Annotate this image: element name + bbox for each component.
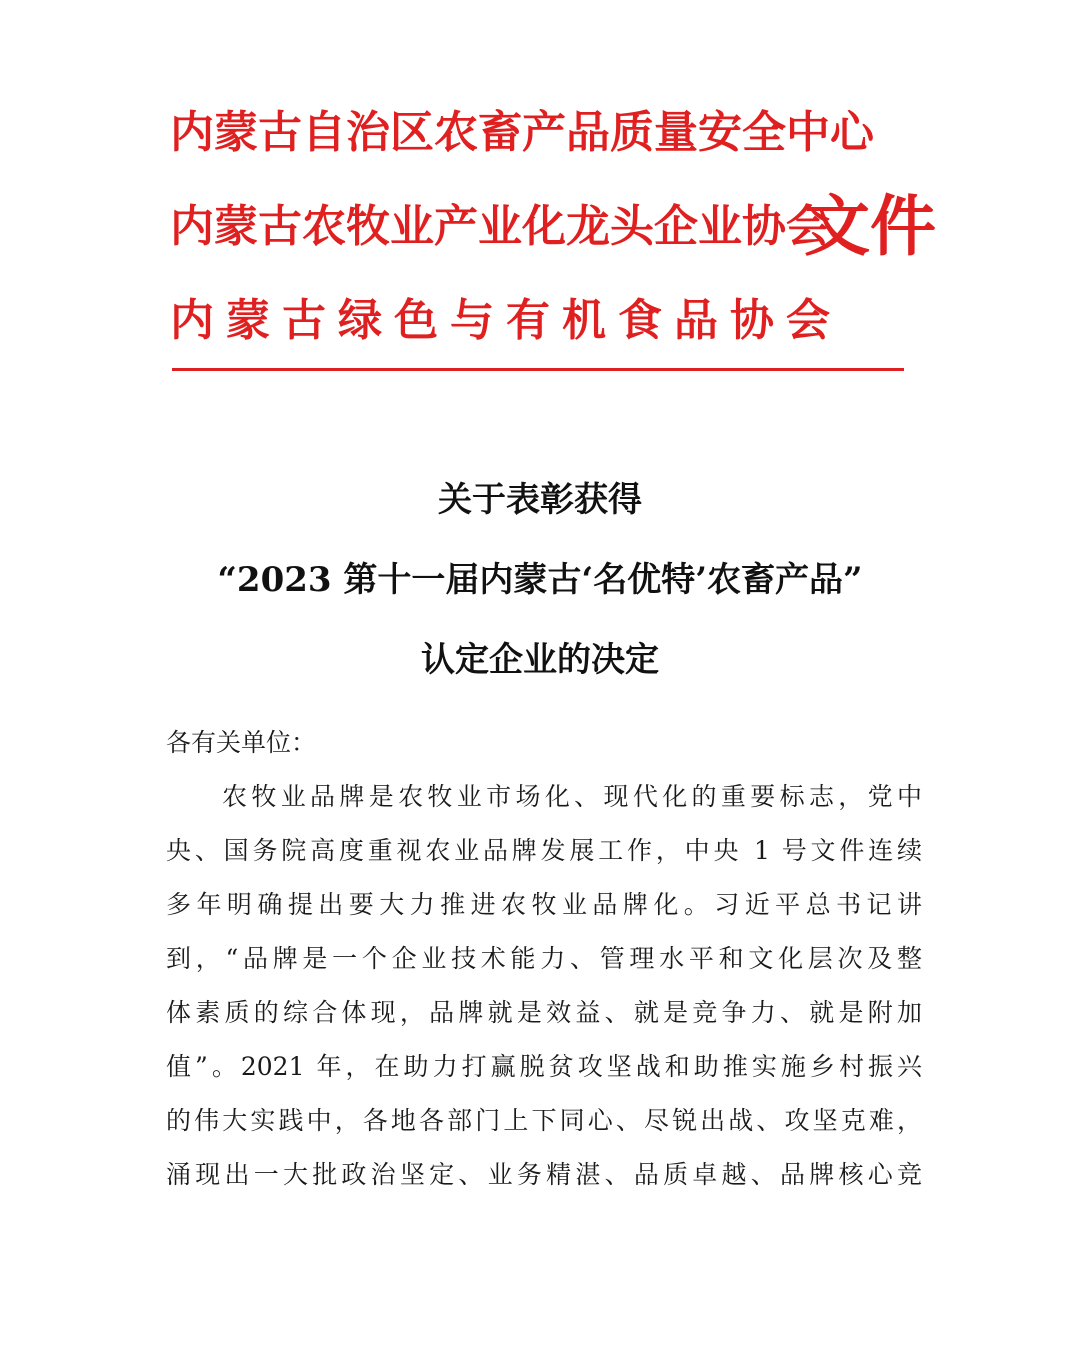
issuer-name: 内蒙古绿色与有机食品协会 bbox=[170, 295, 842, 346]
salutation: 各有关单位： bbox=[166, 728, 317, 757]
document-title bbox=[0, 460, 1080, 700]
header-divider bbox=[172, 368, 904, 371]
paragraph-line: 央、国务院高度重视农业品牌发展工作，中央 1 号文件连续 bbox=[166, 836, 922, 865]
title-line: “2023 第十一届内蒙古‘名优特’农畜产品” bbox=[217, 560, 863, 600]
document-header bbox=[170, 86, 936, 368]
paragraph-line: 多年明确提出要大力推进农牧业品牌化。习近平总书记讲 bbox=[166, 890, 922, 919]
title-line: 关于表彰获得 bbox=[438, 480, 642, 520]
paragraph-line: 到，“品牌是一个企业技术能力、管理水平和文化层次及整 bbox=[166, 944, 922, 973]
paragraph-line: 农牧业品牌是农牧业市场化、现代化的重要标志，党中 bbox=[222, 782, 922, 811]
issuer-name: 内蒙古自治区农畜产品质量安全中心 bbox=[170, 107, 874, 158]
paragraph-line: 体素质的综合体现，品牌就是效益、就是竞争力、就是附加 bbox=[166, 998, 922, 1027]
document-type-label: 文件 bbox=[804, 188, 936, 265]
document-body bbox=[166, 716, 922, 1202]
issuer-name: 内蒙古农牧业产业化龙头企业协会 bbox=[170, 201, 830, 252]
paragraph-line: 涌现出一大批政治坚定、业务精湛、品质卓越、品牌核心竞 bbox=[166, 1160, 922, 1189]
title-line: 认定企业的决定 bbox=[421, 640, 659, 680]
paragraph-line: 的伟大实践中，各地各部门上下同心、尽锐出战、攻坚克难， bbox=[166, 1106, 922, 1135]
paragraph-line: 值”。2021 年，在助力打赢脱贫攻坚战和助推实施乡村振兴 bbox=[166, 1052, 922, 1081]
